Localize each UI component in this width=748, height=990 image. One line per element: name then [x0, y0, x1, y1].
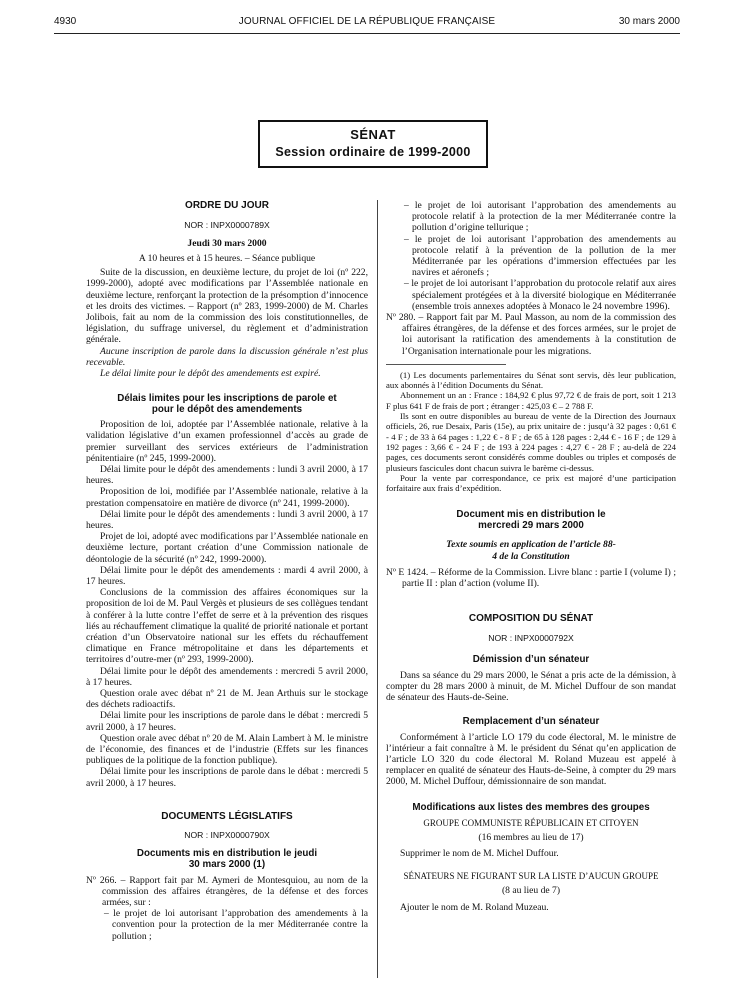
delai-item: Projet de loi, adopté avec modifications par l’Assemblée nationale en deuxième lecture, portant création d’une Commission nationale de déontologie de la sécurité (nº 242, 1999-2000). — [86, 531, 368, 565]
page-number: 4930 — [54, 16, 77, 27]
remplacement-title: Remplacement d’un sénateur — [462, 715, 600, 727]
column-divider — [377, 200, 378, 978]
footnote-rule — [386, 364, 506, 365]
ordre-paragraph: Suite de la discussion, en deuxième lecture, du projet de loi (nº 222, 1999-2000), adopté avec modifications par l’Assemblée nationale en deuxième lecture, renforçant la protection de la présomption d’innocence et les droits des victimes. – Rapport (nº 283, 1999-2000) de M. Charles Jolibois, fait au nom de la commission des lois constitutionnelles, de législation, du suffrage universel, du règlement et d’administration générale. — [86, 267, 368, 346]
group-action: Ajouter le nom de M. Roland Muzeau. — [400, 901, 549, 913]
footnote-abonnement: Abonnement un an : France : 184,92 € plus 97,72 € de frais de port, soit 1 213 F plus 641 F de frais de port ; étranger : 425,03 € – 2 788 F. — [386, 390, 676, 411]
delai-item: Conclusions de la commission des affaires économiques sur la proposition de loi de M. Paul Vergès et plusieurs de ses collègues tendant à conférer à la lutte contre l’effet de serre et à la prévention des risques liés au réchauffement climatique la qualité de priorité nationale et portant création d’un Observatoire national sur les effets du réchauffement climatique en France métropolitaine et dans les départements et territoires d’outre-mer (nº 293, 1999-2000). — [86, 587, 368, 666]
delai-limit: Délai limite pour les inscriptions de parole dans le débat : mercredi 5 avril 2000, à 17 heures. — [86, 766, 368, 789]
right-column — [386, 200, 676, 913]
journal-title: JOURNAL OFFICIEL DE LA RÉPUBLIQUE FRANÇAISE — [238, 16, 496, 27]
demission-title: Démission d’un sénateur — [472, 653, 590, 665]
delai-item: Proposition de loi, modifiée par l’Assemblée nationale, relative à la prestation compensatoire en matière de divorce (nº 241, 1999-2000). — [86, 486, 368, 509]
ordre-date: Jeudi 30 mars 2000 — [187, 237, 267, 249]
delai-item: Question orale avec débat nº 20 de M. Alain Lambert à M. le ministre de l’économie, des finances et de l’industrie (Effets sur les finances publiques de la politique de la fonction publique). — [86, 732, 368, 767]
distribution-title: Document mis en distribution le mercredi 29 mars 2000 — [456, 509, 606, 532]
documents-subtitle: Documents mis en distribution le jeudi 30 mars 2000 (1) — [136, 847, 318, 870]
ordre-note-parole: Aucune inscription de parole dans la discussion générale n’est plus recevable. — [86, 345, 368, 368]
footnote: (1) Les documents parlementaires du Sénat sont servis, dès leur publication, aux abonnés à l’édition Documents du Sénat. — [386, 369, 676, 391]
delai-limit: Délai limite pour le dépôt des amendements : lundi 3 avril 2000, à 17 heures. — [86, 508, 368, 531]
delai-limit: Délai limite pour les inscriptions de parole dans le débat : mercredi 5 avril 2000, à 17 heures. — [86, 710, 368, 733]
footnote-prix: Ils sont en outre disponibles au bureau de vente de la Direction des Journaux officiels, 26, rue Desaix, Paris (15e), au prix unitaire de : jusqu’à 32 pages : 0,61 € - 4 F ; de 33 à 64 pages : 1,22 € - 8 F ; de 65 à 128 pages : 2,44 € - 16 F ; de 129 à 192 pages : 3,66 € - 24 F ; de 193 à 224 pages : 4,27 € - 28 F ; au-delà de 224 pages, ces documents seront considérés comme doubles ou triples et composés de plusieurs fascicules dont chacun suivra le barème ci-dessus. — [386, 411, 676, 473]
document-e1424: Nº E 1424. – Réforme de la Commission. Livre blanc : partie I (volume I) ; partie II : plan d’action (volume II). — [386, 566, 676, 590]
group-action: Supprimer le nom de M. Michel Duffour. — [400, 847, 559, 859]
senat-banner — [258, 120, 488, 168]
documents-nor: NOR : INPX0000790X — [184, 830, 270, 841]
ordre-nor: NOR : INPX0000789X — [184, 219, 270, 230]
document-266-item: – le projet de loi autorisant l’approbation des amendements à la convention pour la protection de la mer Méditerranée contre la pollution ; — [104, 908, 368, 942]
banner-title: SÉNAT — [350, 127, 396, 142]
issue-date: 30 mars 2000 — [618, 16, 680, 27]
document-266-item: – le projet de loi autorisant l’approbation du protocole relatif aux aires spécialement protégées et à la diversité biologique en Méditerranée (ensemble trois annexes adoptées à Monaco le 24 novembre 1996). — [404, 278, 676, 312]
delai-item: Proposition de loi, adoptée par l’Assemblée nationale, relative à la validation législative d’un examen professionnel d’accès au grade de premier surveillant des services extérieurs de l’administration pénitentiaire (nº 245, 1999-2000). — [86, 419, 368, 464]
group-name: SÉNATEURS NE FIGURANT SUR LA LISTE D’AUCUN GROUPE — [403, 871, 659, 882]
group-count: (16 membres au lieu de 17) — [478, 831, 584, 843]
left-column — [86, 200, 368, 942]
banner-subtitle: Session ordinaire de 1999-2000 — [275, 145, 471, 159]
ordre-hours: A 10 heures et à 15 heures. – Séance publique — [138, 252, 316, 264]
composition-nor: NOR : INPX0000792X — [488, 632, 574, 643]
modifications-title: Modifications aux listes des membres des groupes — [412, 801, 650, 813]
document-266: Nº 266. – Rapport fait par M. Aymeri de Montesquiou, au nom de la commission des affaires étrangères, de la défense et des forces armées, sur : — [86, 874, 368, 908]
remplacement-text: Conformément à l’article LO 179 du code électoral, M. le ministre de l’intérieur a fait connaître à M. le président du Sénat qu’en application de l’article LO 320 du code électoral M. Roland Muzeau est appelé à remplacer en qualité de sénateur des Hauts-de-Seine, à compter du 29 mars 2000, M. Michel Duffour, démissionnaire de son mandat. — [386, 731, 676, 788]
delai-limit: Délai limite pour le dépôt des amendements : mercredi 5 avril 2000, à 17 heures. — [86, 665, 368, 688]
document-266-item: – le projet de loi autorisant l’approbation des amendements au protocole relatif à la protection de la mer Méditerranée contre la pollution d’origine tellurique ; — [404, 200, 676, 234]
header-rule — [54, 33, 680, 34]
demission-text: Dans sa séance du 29 mars 2000, le Sénat a pris acte de la démission, à compter du 28 mars 2000 à minuit, de M. Michel Duffour de son mandat de sénateur des Hauts-de-Seine. — [386, 669, 676, 704]
group-count: (8 au lieu de 7) — [501, 885, 561, 897]
delai-item: Question orale avec débat nº 21 de M. Jean Arthuis sur le stockage des déchets radioactifs. — [86, 688, 368, 711]
document-280: Nº 280. – Rapport fait par M. Paul Masson, au nom de la commission des affaires étrangères, de la défense et des forces armées, sur le projet de loi autorisant la ratification des amendements à la constitution de l’Organisation internationale pour les migrations. — [386, 312, 676, 357]
footnote-correspondance: Pour la vente par correspondance, ce prix est majoré d’une participation forfaitaire aux frais d’expédition. — [386, 472, 676, 494]
documents-title: DOCUMENTS LÉGISLATIFS — [161, 810, 293, 822]
delais-title: Délais limites pour les inscriptions de parole et pour le dépôt des amendements — [117, 393, 337, 416]
delai-limit: Délai limite pour le dépôt des amendements : lundi 3 avril 2000, à 17 heures. — [86, 463, 368, 487]
document-266-item: – le projet de loi autorisant l’approbation des amendements au protocole relatif à la prévention de la pollution de la mer Méditerranée par les opérations d’immersion effectuées par les navires et aéronefs ; — [404, 233, 676, 279]
texte-soumis-title: Texte soumis en application de l’article 88-4 de la Constitution — [446, 539, 616, 562]
ordre-note-amendements: Le délai limite pour le dépôt des amendements est expiré. — [100, 367, 321, 379]
composition-title: COMPOSITION DU SÉNAT — [468, 613, 594, 625]
delai-limit: Délai limite pour le dépôt des amendements : mardi 4 avril 2000, à 17 heures. — [86, 564, 368, 587]
group-name: GROUPE COMMUNISTE RÉPUBLICAIN ET CITOYEN — [423, 817, 639, 828]
page-header — [54, 16, 680, 30]
ordre-du-jour-title: ORDRE DU JOUR — [185, 200, 269, 211]
